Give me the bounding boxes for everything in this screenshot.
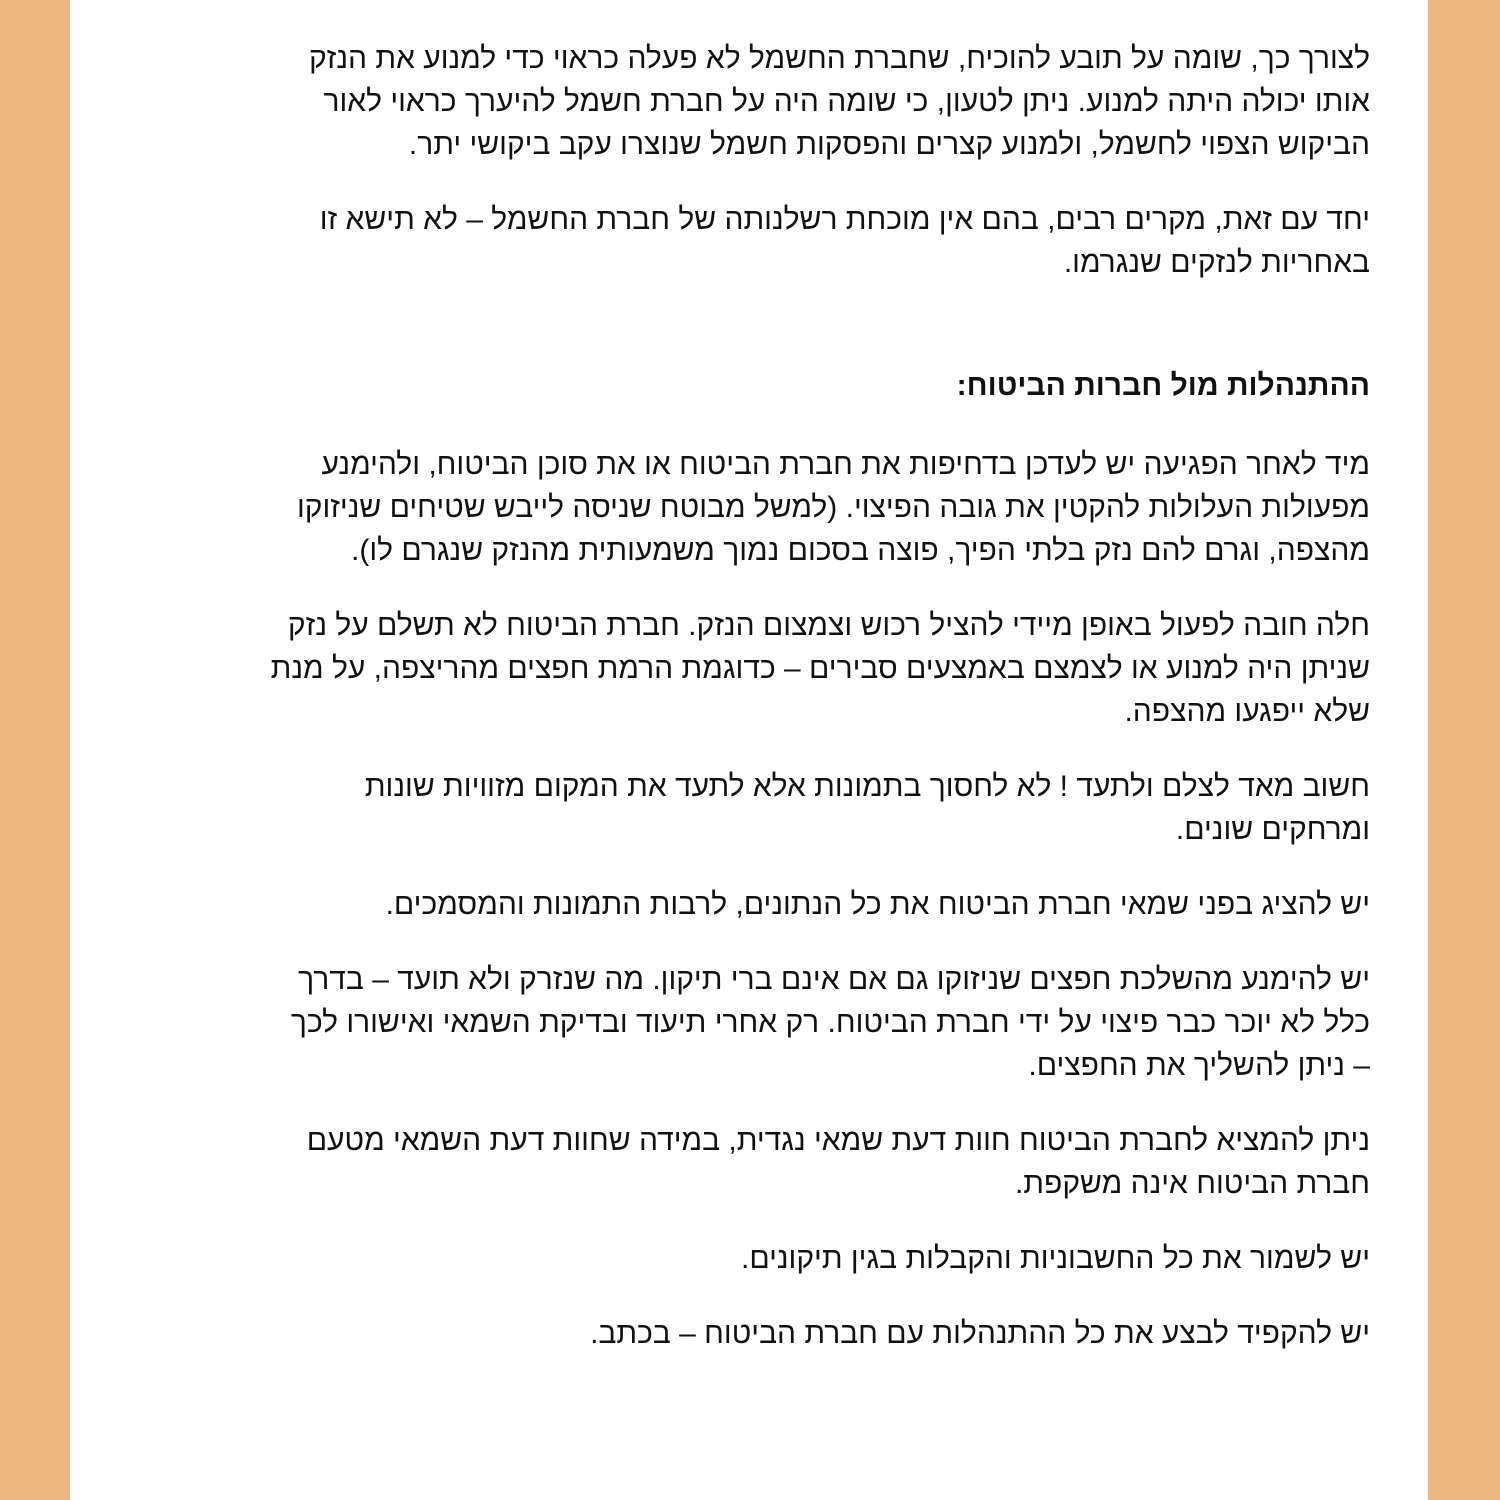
paragraph-in-writing: יש להקפיד לבצע את כל ההתנהלות עם חברת הביטוח – בכתב. [590,1317,1370,1350]
document-page [70,0,1428,1500]
paragraph-notify-insurer: מיד לאחר הפגיעה יש לעדכן בדחיפות את חברת הביטוח או את סוכן הביטוח, ולהימנע מפעולות העלולות להקטין את גובה הפיצוי. (למשל מבוטח שניסה לייבש שטיחים שניזוקו מהצפה, וגרם להם נזק בלתי הפיך, פוצה בסכום נמוך משמעותית מהנזק שנגרם לו). [296,448,1370,567]
document-body [130,37,1370,1355]
paragraph-present-to-assessor: יש להציג בפני שמאי חברת הביטוח את כל הנתונים, לרבות התמונות והמסמכים. [385,888,1370,921]
paragraph-photograph-document: חשוב מאד לצלם ולתעד ! לא לחסוך בתמונות אלא לתעד את המקום מזוויות שונות ומרחקים שונים. [364,770,1370,846]
paragraph-counter-assessment: ניתן להמציא לחברת הביטוח חוות דעת שמאי נגדית, במידה שחוות דעת השמאי מטעם חברת הביטוח אינה משקפת. [306,1124,1370,1200]
paragraph-keep-damaged-items: יש להימנע מהשלכת חפצים שניזוקו גם אם אינם ברי תיקון. מה שנזרק ולא תועד – בדרך כלל לא יוכר כבר פיצוי על ידי חברת הביטוח. רק אחרי תיעוד ובדיקת השמאי ואישורו לכך – ניתן להשליך את החפצים. [290,963,1370,1082]
paragraph-electric-company-proof: לצורך כך, שומה על תובע להוכיח, שחברת החשמל לא פעלה כראוי כדי למנוע את הנזק אותו יכולה היתה למנוע. ניתן לטעון, כי שומה היה על חברת חשמל להיערך כראוי לאור הביקוש הצפוי לחשמל, ולמנוע קצרים והפסקות חשמל שנוצרו עקב ביקושי יתר. [308,42,1370,161]
paragraph-electric-company-liability: יחד עם זאת, מקרים רבים, בהם אין מוכחת רשלנותה של חברת החשמל – לא תישא זו באחריות לנזקים שנגרמו. [319,203,1370,279]
section-heading: ההתנהלות מול חברות הביטוח: [956,369,1370,402]
paragraph-keep-receipts: יש לשמור את כל החשבוניות והקבלות בגין תיקונים. [741,1242,1370,1275]
paragraph-mitigate-damage: חלה חובה לפעול באופן מיידי להציל רכוש וצמצום הנזק. חברת הביטוח לא תשלם על נזק שניתן היה למנוע או לצמצם באמצעים סבירים – כדוגמת הרמת חפצים מהריצפה, על מנת שלא ייפגעו מהצפה. [270,609,1370,728]
